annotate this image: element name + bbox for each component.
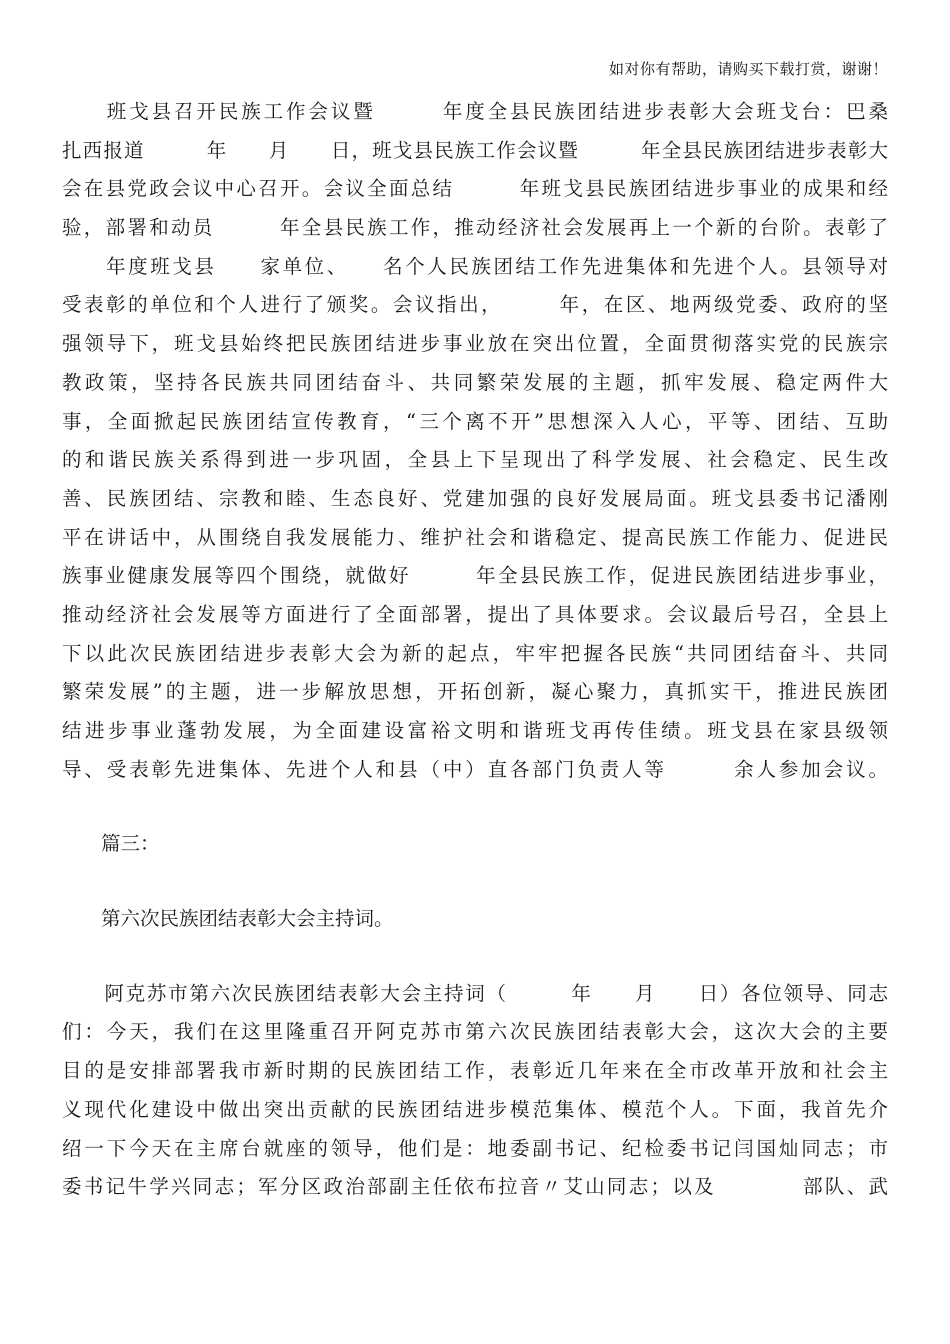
text-line: 会在县党政会议中心召开。会议全面总结 年班戈县民族团结进步事业的成果和经: [62, 177, 888, 201]
text-line: 平在讲话中，从围绕自我发展能力、维护社会和谐稳定、提高民族工作能力、促进民: [62, 525, 888, 549]
text-line: 的和谐民族关系得到进一步巩固，全县上下呈现出了科学发展、社会稳定、民生改: [62, 448, 888, 472]
text-line: 班戈县召开民族工作会议暨 年度全县民族团结进步表彰大会班戈台：巴桑: [62, 100, 888, 123]
paragraph-aksu-speech: [62, 975, 888, 1207]
section-subtitle: 第六次民族团结表彰大会主持词。: [62, 907, 394, 931]
text-line: 推动经济社会发展等方面进行了全面部署，提出了具体要求。会议最后号召，全县上: [62, 602, 888, 626]
paragraph-banga-meeting: [62, 93, 888, 789]
text-line: 们：今天，我们在这里隆重召开阿克苏市第六次民族团结表彰大会，这次大会的主要: [62, 1020, 888, 1044]
text-line: 强领导下，班戈县始终把民族团结进步事业放在突出位置，全面贯彻落实党的民族宗: [62, 332, 888, 356]
text-line: 委书记牛学兴同志；军分区政治部副主任依布拉音〃艾山同志；以及 部队、武: [62, 1175, 888, 1199]
text-line: 导、受表彰先进集体、先进个人和县（中）直各部门负责人等 余人参加会议。: [62, 757, 888, 781]
text-line: 义现代化建设中做出突出贡献的民族团结进步模范集体、模范个人。下面，我首先介: [62, 1097, 888, 1121]
text-line: 绍一下今天在主席台就座的领导，他们是：地委副书记、纪检委书记闫国灿同志；市: [62, 1136, 888, 1160]
text-line: 下以此次民族团结进步表彰大会为新的起点，牢牢把握各民族“共同团结奋斗、共同: [62, 641, 888, 665]
text-line: 事，全面掀起民族团结宣传教育，“三个离不开”思想深入人心，平等、团结、互助: [62, 409, 888, 433]
text-line: 教政策，坚持各民族共同团结奋斗、共同繁荣发展的主题，抓牢发展、稳定两件大: [62, 370, 888, 394]
text-line: 目的是安排部署我市新时期的民族团结工作，表彰近几年来在全市改革开放和社会主: [62, 1059, 888, 1083]
download-reward-note: 如对你有帮助，请购买下载打赏，谢谢！: [608, 60, 888, 78]
text-line: 繁荣发展”的主题，进一步解放思想，开拓创新，凝心聚力，真抓实干，推进民族团: [62, 680, 888, 704]
text-line: 受表彰的单位和个人进行了颁奖。会议指出， 年，在区、地两级党委、政府的坚: [62, 293, 888, 317]
text-line: 善、民族团结、宗教和睦、生态良好、党建加强的良好发展局面。班戈县委书记潘刚: [62, 486, 888, 510]
text-line: 扎西报道 年 月 日，班戈县民族工作会议暨 年全县民族团结进步表彰大: [62, 138, 888, 162]
text-line: 验，部署和动员 年全县民族工作，推动经济社会发展再上一个新的台阶。表彰了: [62, 216, 888, 240]
document-body: [62, 93, 888, 1207]
text-line: 结进步事业蓬勃发展，为全面建设富裕文明和谐班戈再传佳绩。班戈县在家县级领: [62, 719, 888, 742]
text-line: 年度班戈县 家单位、 名个人民族团结工作先进集体和先进个人。县领导对: [62, 254, 888, 278]
text-line: 阿克苏市第六次民族团结表彰大会主持词（ 年 月 日）各位领导、同志: [62, 981, 888, 1005]
section-heading: 篇三：: [62, 832, 160, 856]
text-line: 族事业健康发展等四个围绕，就做好 年全县民族工作，促进民族团结进步事业，: [62, 564, 888, 588]
